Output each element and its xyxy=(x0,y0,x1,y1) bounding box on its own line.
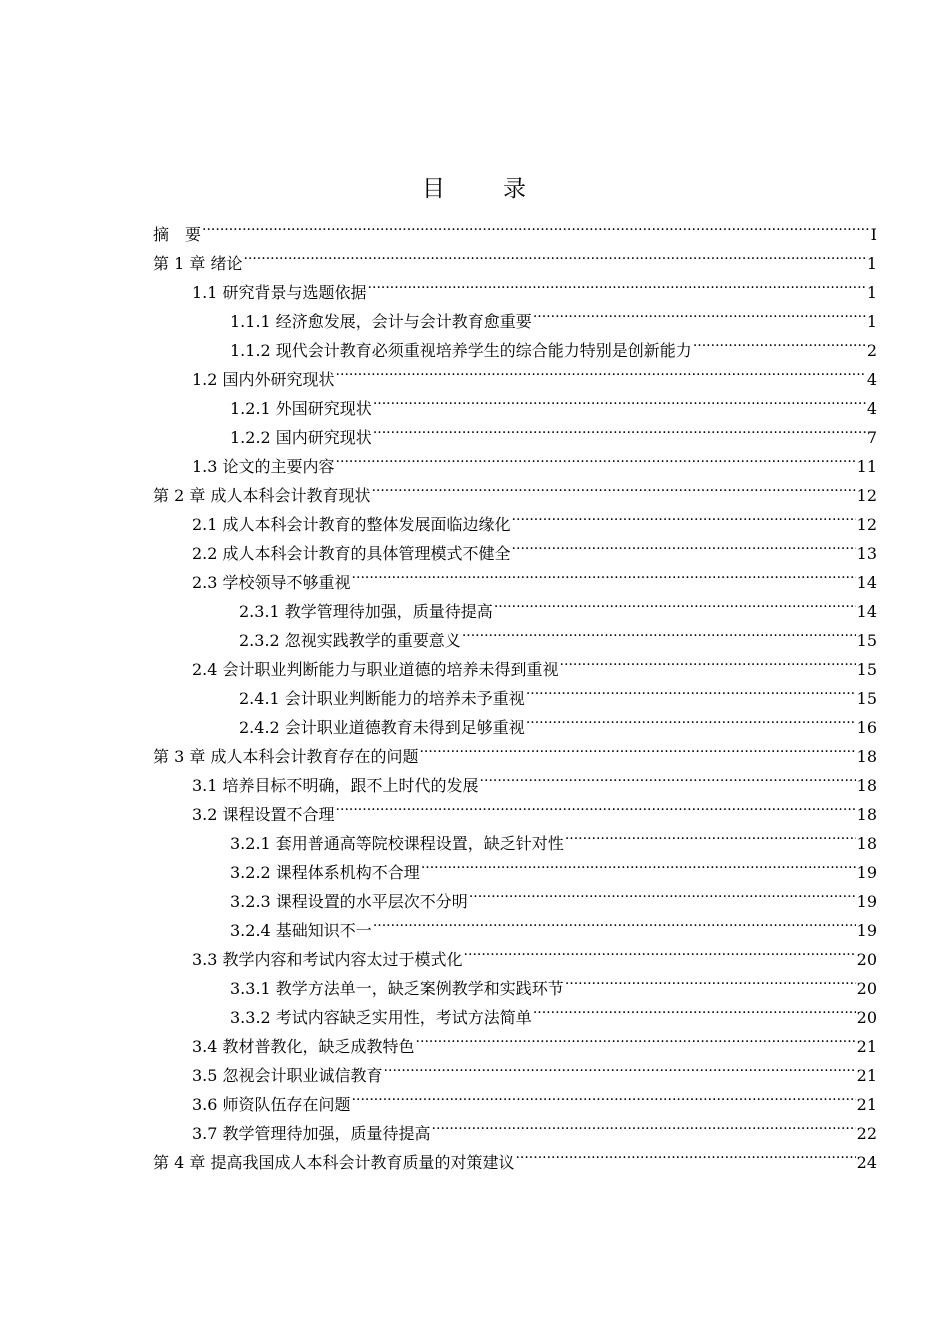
toc-entry-page-number: 15 xyxy=(856,631,877,650)
toc-dot-leader xyxy=(416,1023,856,1052)
toc-dot-leader xyxy=(371,472,855,501)
toc-dot-leader xyxy=(462,617,856,646)
toc-entry-label: 第 3 章 成人本科会计教育存在的问题 xyxy=(153,747,419,766)
toc-entry-label: 1.2.1 外国研究现状 xyxy=(230,399,372,418)
toc-dot-leader xyxy=(533,298,866,327)
toc-entry-label: 3.3.1 教学方法单一，缺乏案例教学和实践环节 xyxy=(230,979,564,998)
toc-dot-leader xyxy=(432,1110,856,1139)
toc-entry-label: 摘 要 xyxy=(153,225,202,244)
toc-title-part1: 目 xyxy=(422,176,447,202)
toc-dot-leader xyxy=(202,211,870,240)
toc-entry-label: 3.4 教材普教化，缺乏成教特色 xyxy=(192,1037,415,1056)
toc-dot-leader xyxy=(243,240,865,269)
toc-entry-page-number: 20 xyxy=(856,950,877,969)
toc-dot-leader xyxy=(336,356,866,385)
toc-dot-leader xyxy=(384,1052,856,1081)
toc-title-part2: 录 xyxy=(503,176,528,202)
toc-entry-label: 3.2.1 套用普通高等院校课程设置，缺乏针对性 xyxy=(230,834,564,853)
toc-dot-leader xyxy=(373,385,866,414)
toc-entry-page-number: 15 xyxy=(856,660,877,679)
table-of-contents xyxy=(153,211,877,1172)
toc-dot-leader xyxy=(368,269,866,298)
toc-entry-page-number: 1 xyxy=(866,283,877,302)
toc-entry-page-number: 18 xyxy=(856,805,877,824)
toc-entry-label: 3.7 教学管理待加强，质量待提高 xyxy=(192,1124,431,1143)
toc-dot-leader xyxy=(693,327,866,356)
toc-dot-leader xyxy=(565,820,856,849)
toc-entry-page-number: 18 xyxy=(856,776,877,795)
toc-entry-label: 第 1 章 绪论 xyxy=(153,254,243,273)
toc-dot-leader xyxy=(512,501,856,530)
toc-dot-leader xyxy=(464,936,856,965)
toc-entry-page-number: 21 xyxy=(856,1066,877,1085)
toc-dot-leader xyxy=(336,443,856,472)
toc-entry[interactable] xyxy=(153,240,877,273)
toc-entry-page-number: 19 xyxy=(856,921,877,940)
toc-entry-page-number: 18 xyxy=(856,747,877,766)
toc-entry-label: 1.1.2 现代会计教育必须重视培养学生的综合能力特别是创新能力 xyxy=(230,341,692,360)
toc-dot-leader xyxy=(512,530,856,559)
toc-dot-leader xyxy=(421,849,856,878)
toc-entry-label: 2.3.1 教学管理待加强，质量待提高 xyxy=(239,602,493,621)
toc-entry-label: 2.3.2 忽视实践教学的重要意义 xyxy=(239,631,461,650)
toc-entry-page-number: 4 xyxy=(866,399,877,418)
toc-entry-page-number: 20 xyxy=(856,979,877,998)
toc-entry-page-number: 11 xyxy=(856,457,877,476)
toc-dot-leader xyxy=(494,588,856,617)
toc-dot-leader xyxy=(560,646,856,675)
toc-entry-label: 1.3 论文的主要内容 xyxy=(192,457,335,476)
toc-dot-leader xyxy=(373,907,856,936)
toc-entry-label: 2.4.1 会计职业判断能力的培养未予重视 xyxy=(239,689,525,708)
toc-entry-page-number: 24 xyxy=(856,1153,877,1172)
toc-entry-page-number: 21 xyxy=(856,1037,877,1056)
toc-dot-leader xyxy=(469,878,856,907)
toc-dot-leader xyxy=(419,733,855,762)
toc-entry-page-number: 13 xyxy=(856,544,877,563)
toc-entry-label: 3.6 师资队伍存在问题 xyxy=(192,1095,351,1114)
toc-entry-label: 第 2 章 成人本科会计教育现状 xyxy=(153,486,371,505)
toc-entry-page-number: 19 xyxy=(856,863,877,882)
toc-entry-page-number: 20 xyxy=(856,1008,877,1027)
toc-dot-leader xyxy=(515,1139,855,1168)
toc-entry-label: 3.2.4 基础知识不一 xyxy=(230,921,372,940)
toc-entry-label: 3.5 忽视会计职业诚信教育 xyxy=(192,1066,383,1085)
toc-entry-label: 2.1 成人本科会计教育的整体发展面临边缘化 xyxy=(192,515,511,534)
toc-entry-label: 1.2.2 国内研究现状 xyxy=(230,428,372,447)
toc-entry-label: 1.1.1 经济愈发展，会计与会计教育愈重要 xyxy=(230,312,532,331)
toc-dot-leader xyxy=(565,965,856,994)
toc-entry-label: 1.2 国内外研究现状 xyxy=(192,370,335,389)
toc-entry-page-number: 1 xyxy=(866,254,877,273)
toc-dot-leader xyxy=(533,994,856,1023)
toc-entry-page-number: 18 xyxy=(856,834,877,853)
toc-entry-page-number: 12 xyxy=(856,486,877,505)
toc-entry-label: 第 4 章 提高我国成人本科会计教育质量的对策建议 xyxy=(153,1153,515,1172)
toc-entry-page-number: 21 xyxy=(856,1095,877,1114)
toc-entry-page-number: 12 xyxy=(856,515,877,534)
toc-dot-leader xyxy=(480,762,856,791)
toc-entry-label: 3.3 教学内容和考试内容太过于模式化 xyxy=(192,950,463,969)
toc-entry-page-number: 4 xyxy=(866,370,877,389)
toc-entry-label: 2.3 学校领导不够重视 xyxy=(192,573,351,592)
toc-dot-leader xyxy=(373,414,866,443)
toc-entry-page-number: 7 xyxy=(866,428,877,447)
toc-entry-label: 3.2.3 课程设置的水平层次不分明 xyxy=(230,892,468,911)
toc-entry-page-number: 2 xyxy=(866,341,877,360)
toc-entry-page-number: 15 xyxy=(856,689,877,708)
toc-entry-page-number: I xyxy=(870,225,877,244)
toc-entry-label: 3.2 课程设置不合理 xyxy=(192,805,335,824)
toc-title xyxy=(0,172,950,206)
toc-dot-leader xyxy=(352,1081,856,1110)
toc-entry-label: 3.3.2 考试内容缺乏实用性，考试方法简单 xyxy=(230,1008,532,1027)
toc-entry[interactable] xyxy=(153,269,877,302)
toc-entry-page-number: 19 xyxy=(856,892,877,911)
toc-dot-leader xyxy=(526,675,856,704)
toc-entry-label: 3.1 培养目标不明确，跟不上时代的发展 xyxy=(192,776,479,795)
toc-dot-leader xyxy=(526,704,856,733)
toc-entry-page-number: 1 xyxy=(866,312,877,331)
toc-entry-page-number: 16 xyxy=(856,718,877,737)
toc-entry-label: 2.2 成人本科会计教育的具体管理模式不健全 xyxy=(192,544,511,563)
toc-entry-page-number: 14 xyxy=(856,573,877,592)
toc-dot-leader xyxy=(336,791,856,820)
toc-entry-label: 1.1 研究背景与选题依据 xyxy=(192,283,367,302)
toc-entry-label: 3.2.2 课程体系机构不合理 xyxy=(230,863,420,882)
toc-dot-leader xyxy=(352,559,856,588)
toc-entry-page-number: 14 xyxy=(856,602,877,621)
toc-entry-label: 2.4.2 会计职业道德教育未得到足够重视 xyxy=(239,718,525,737)
toc-entry-label: 2.4 会计职业判断能力与职业道德的培养未得到重视 xyxy=(192,660,559,679)
toc-entry-page-number: 22 xyxy=(856,1124,877,1143)
toc-entry[interactable] xyxy=(153,211,877,244)
